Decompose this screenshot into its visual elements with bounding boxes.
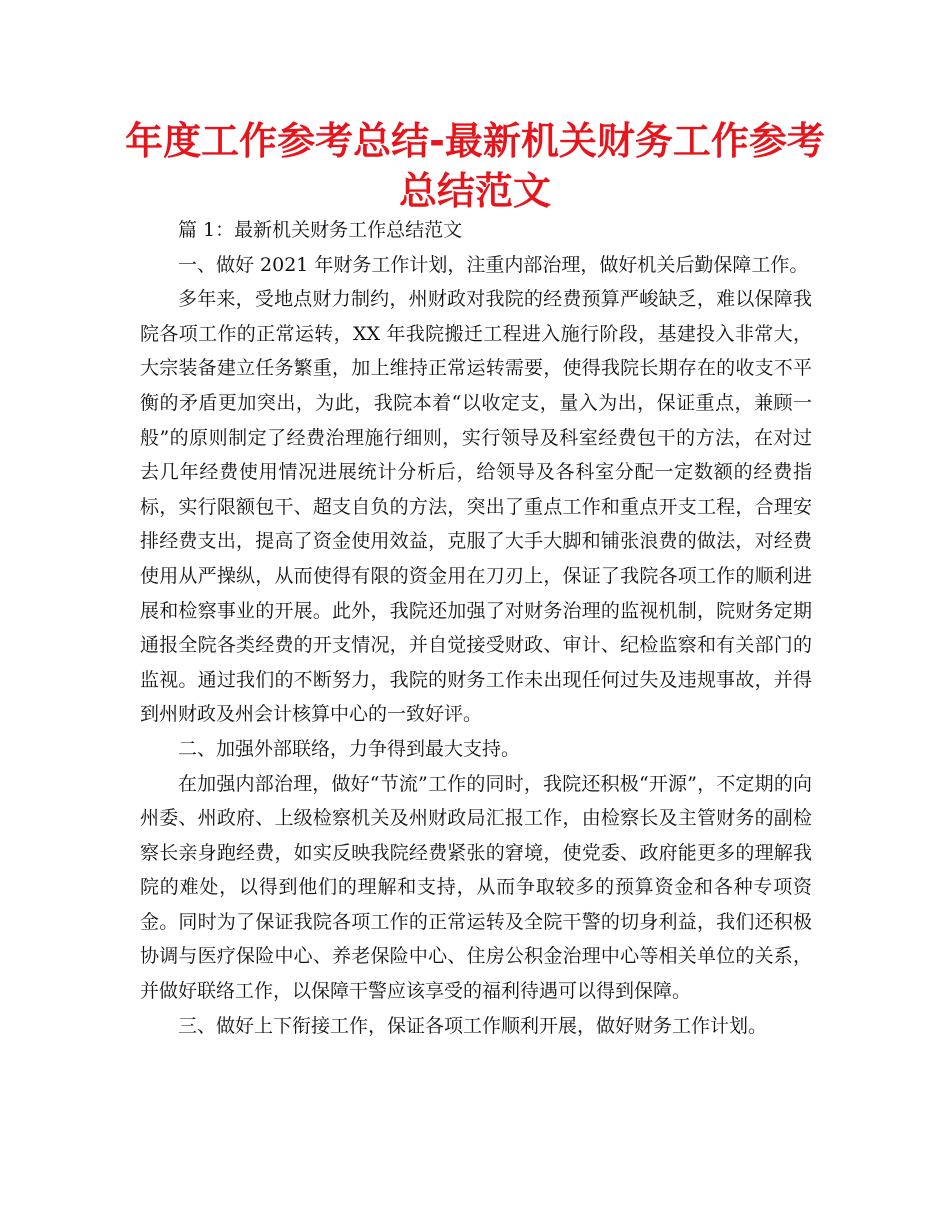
paragraph-section-3-heading: 三、做好上下衔接工作，保证各项工作顺利开展，做好财务工作计划。 (178, 1014, 768, 1037)
paragraph-section-2-body: 在加强内部治理，做好“节流”工作的同时，我院还积极“开源”，不定期的向州委、州政府、上级检察机关及州财政局汇报工作，由检察长及主管财务的副检察长亲身跑经费，如实反映我院经费紧张的窘境，使党委、政府能更多的理解我院的难处，以得到他们的理解和支持，从而争取较多的预算资金和各种专项资金。同时为了保证我院各项工作的正常运转及全院干警的切身利益，我们还积极协调与医疗保险中心、养老保险中心、住房公积金治理中心等相关单位的关系，并做好联络工作，以保障干警应该享受的福利待遇可以得到保障。 (140, 772, 812, 1003)
paragraph-section-2-heading: 二、加强外部联络，力争得到最大支持。 (178, 737, 521, 760)
paragraph-section-1-heading: 一、做好 2021 年财务工作计划，注重内部治理，做好机关后勤保障工作。 (178, 253, 809, 276)
paragraph-section-1-body: 多年来，受地点财力制约，州财政对我院的经费预算严峻缺乏，难以保障我院各项工作的正常运转，XX 年我院搬迁工程进入施行阶段，基建投入非常大，大宗装备建立任务繁重，加上维持正常运转需要，使得我院长期存在的收支不平衡的矛盾更加突出，为此，我院本着“以收定支，量入为出，保证重点，兼顾一般”的原则制定了经费治理施行细则，实行领导及科室经费包干的方法，在对过去几年经费使用情况进展统计分析后，给领导及各科室分配一定数额的经费指标，实行限额包干、超支自负的方法，突出了重点工作和重点开支工程，合理安排经费支出，提高了资金使用效益，克服了大手大脚和铺张浪费的做法，对经费使用从严操纵，从而使得有限的资金用在刀刃上，保证了我院各项工作的顺利进展和检察事业的开展。此外，我院还加强了对财务治理的监视机制，院财务定期通报全院各类经费的开支情况，并自觉接受财政、审计、纪检监察和有关部门的监视。通过我们的不断努力，我院的财务工作未出现任何过失及违规事故，并得到州财政及州会计核算中心的一致好评。 (140, 288, 812, 726)
paragraph-article-label: 篇 1：最新机关财务工作总结范文 (178, 219, 463, 241)
document-title: 年度工作参考总结-最新机关财务工作参考总结范文 (125, 119, 825, 213)
document-body (140, 213, 812, 1043)
